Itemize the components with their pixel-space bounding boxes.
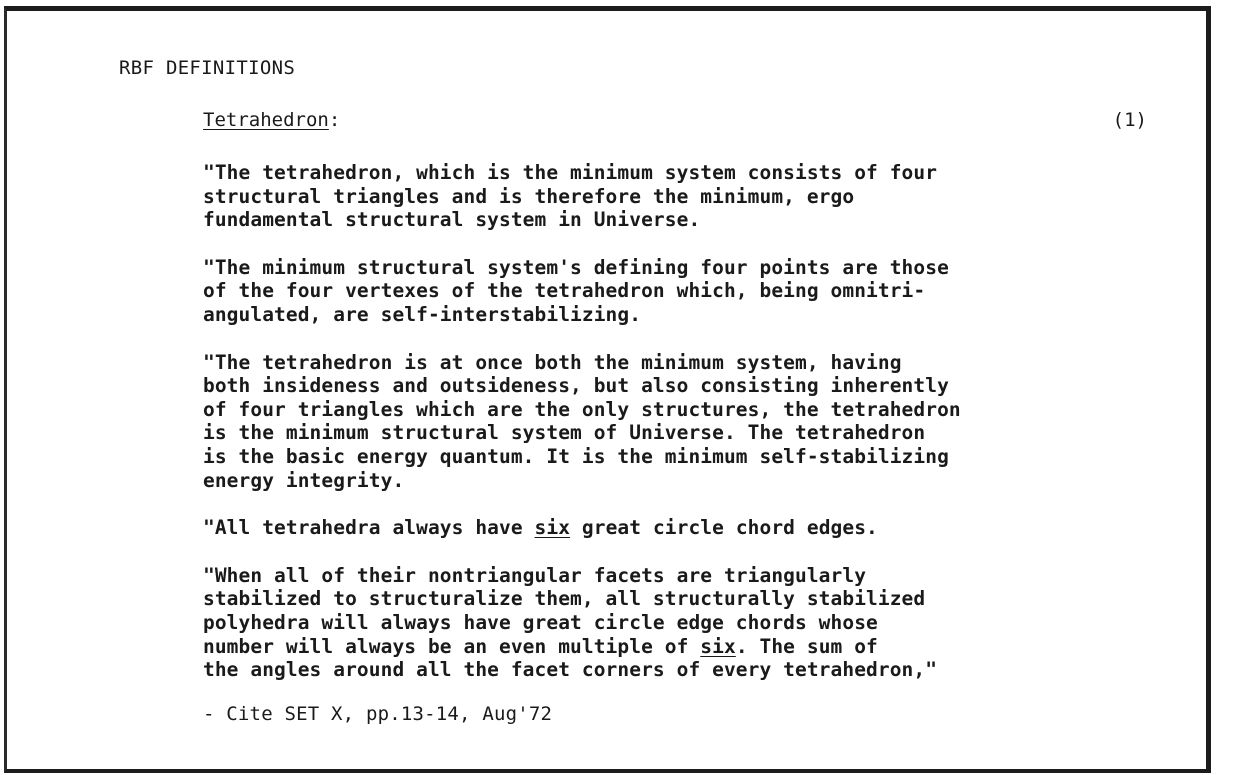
term-title: Tetrahedron bbox=[203, 109, 329, 131]
text-segment: . The sum of bbox=[735, 634, 878, 658]
text-line: the angles around all the facet corners of every tetrahedron," bbox=[203, 658, 938, 682]
text-line: fundamental structural system in Universe. bbox=[203, 208, 701, 232]
text-line: "The tetrahedron is at once both the minimum system, having bbox=[203, 350, 902, 374]
emphasis-six: six bbox=[700, 634, 736, 658]
text-segment: great circle chord edges. bbox=[570, 516, 878, 540]
text-line: "When all of their nontriangular facets are triangularly bbox=[203, 563, 867, 587]
term-colon: : bbox=[328, 109, 341, 131]
emphasis-six: six bbox=[534, 516, 571, 540]
text-line: angulated, are self-interstabilizing. bbox=[203, 302, 642, 326]
text-line: of four triangles which are the only structures, the tetrahedron bbox=[203, 397, 961, 421]
text-line: polyhedra will always have great circle edge chords whose bbox=[203, 610, 878, 634]
text-line: "The minimum structural system's defining four points are those bbox=[203, 255, 949, 279]
text-segment: "All tetrahedra always have bbox=[203, 516, 535, 540]
paragraph-2 bbox=[203, 256, 1163, 327]
text-line: is the basic energy quantum. It is the minimum self-stabilizing bbox=[203, 444, 949, 468]
text-line: of the four vertexes of the tetrahedron which, being omnitri- bbox=[203, 279, 926, 303]
term-row bbox=[203, 109, 1147, 131]
text-line: "The tetrahedron, which is the minimum system consists of four bbox=[203, 161, 938, 184]
definition-card bbox=[4, 6, 1211, 773]
text-line: is the minimum structural system of Universe. The tetrahedron bbox=[203, 421, 926, 445]
paragraph-3 bbox=[203, 351, 1163, 493]
card-header: RBF DEFINITIONS bbox=[119, 57, 296, 79]
paragraph-4 bbox=[203, 516, 1163, 540]
text-segment: number will always be an even multiple of bbox=[203, 634, 701, 658]
citation: - Cite SET X, pp.13-14, Aug'72 bbox=[203, 703, 553, 725]
card-number: (1) bbox=[1112, 109, 1147, 131]
text-line: both insideness and outsideness, but also consisting inherently bbox=[203, 374, 949, 398]
paragraph-1 bbox=[203, 161, 1163, 232]
text-line: stabilized to structuralize them, all structurally stabilized bbox=[203, 587, 926, 611]
text-line: structural triangles and is therefore the minimum, ergo bbox=[203, 184, 855, 208]
text-line: energy integrity. bbox=[203, 468, 405, 492]
text-line bbox=[203, 635, 1163, 659]
text-line bbox=[203, 516, 1163, 540]
paragraph-5 bbox=[203, 564, 1163, 682]
definition-body bbox=[203, 161, 1163, 706]
